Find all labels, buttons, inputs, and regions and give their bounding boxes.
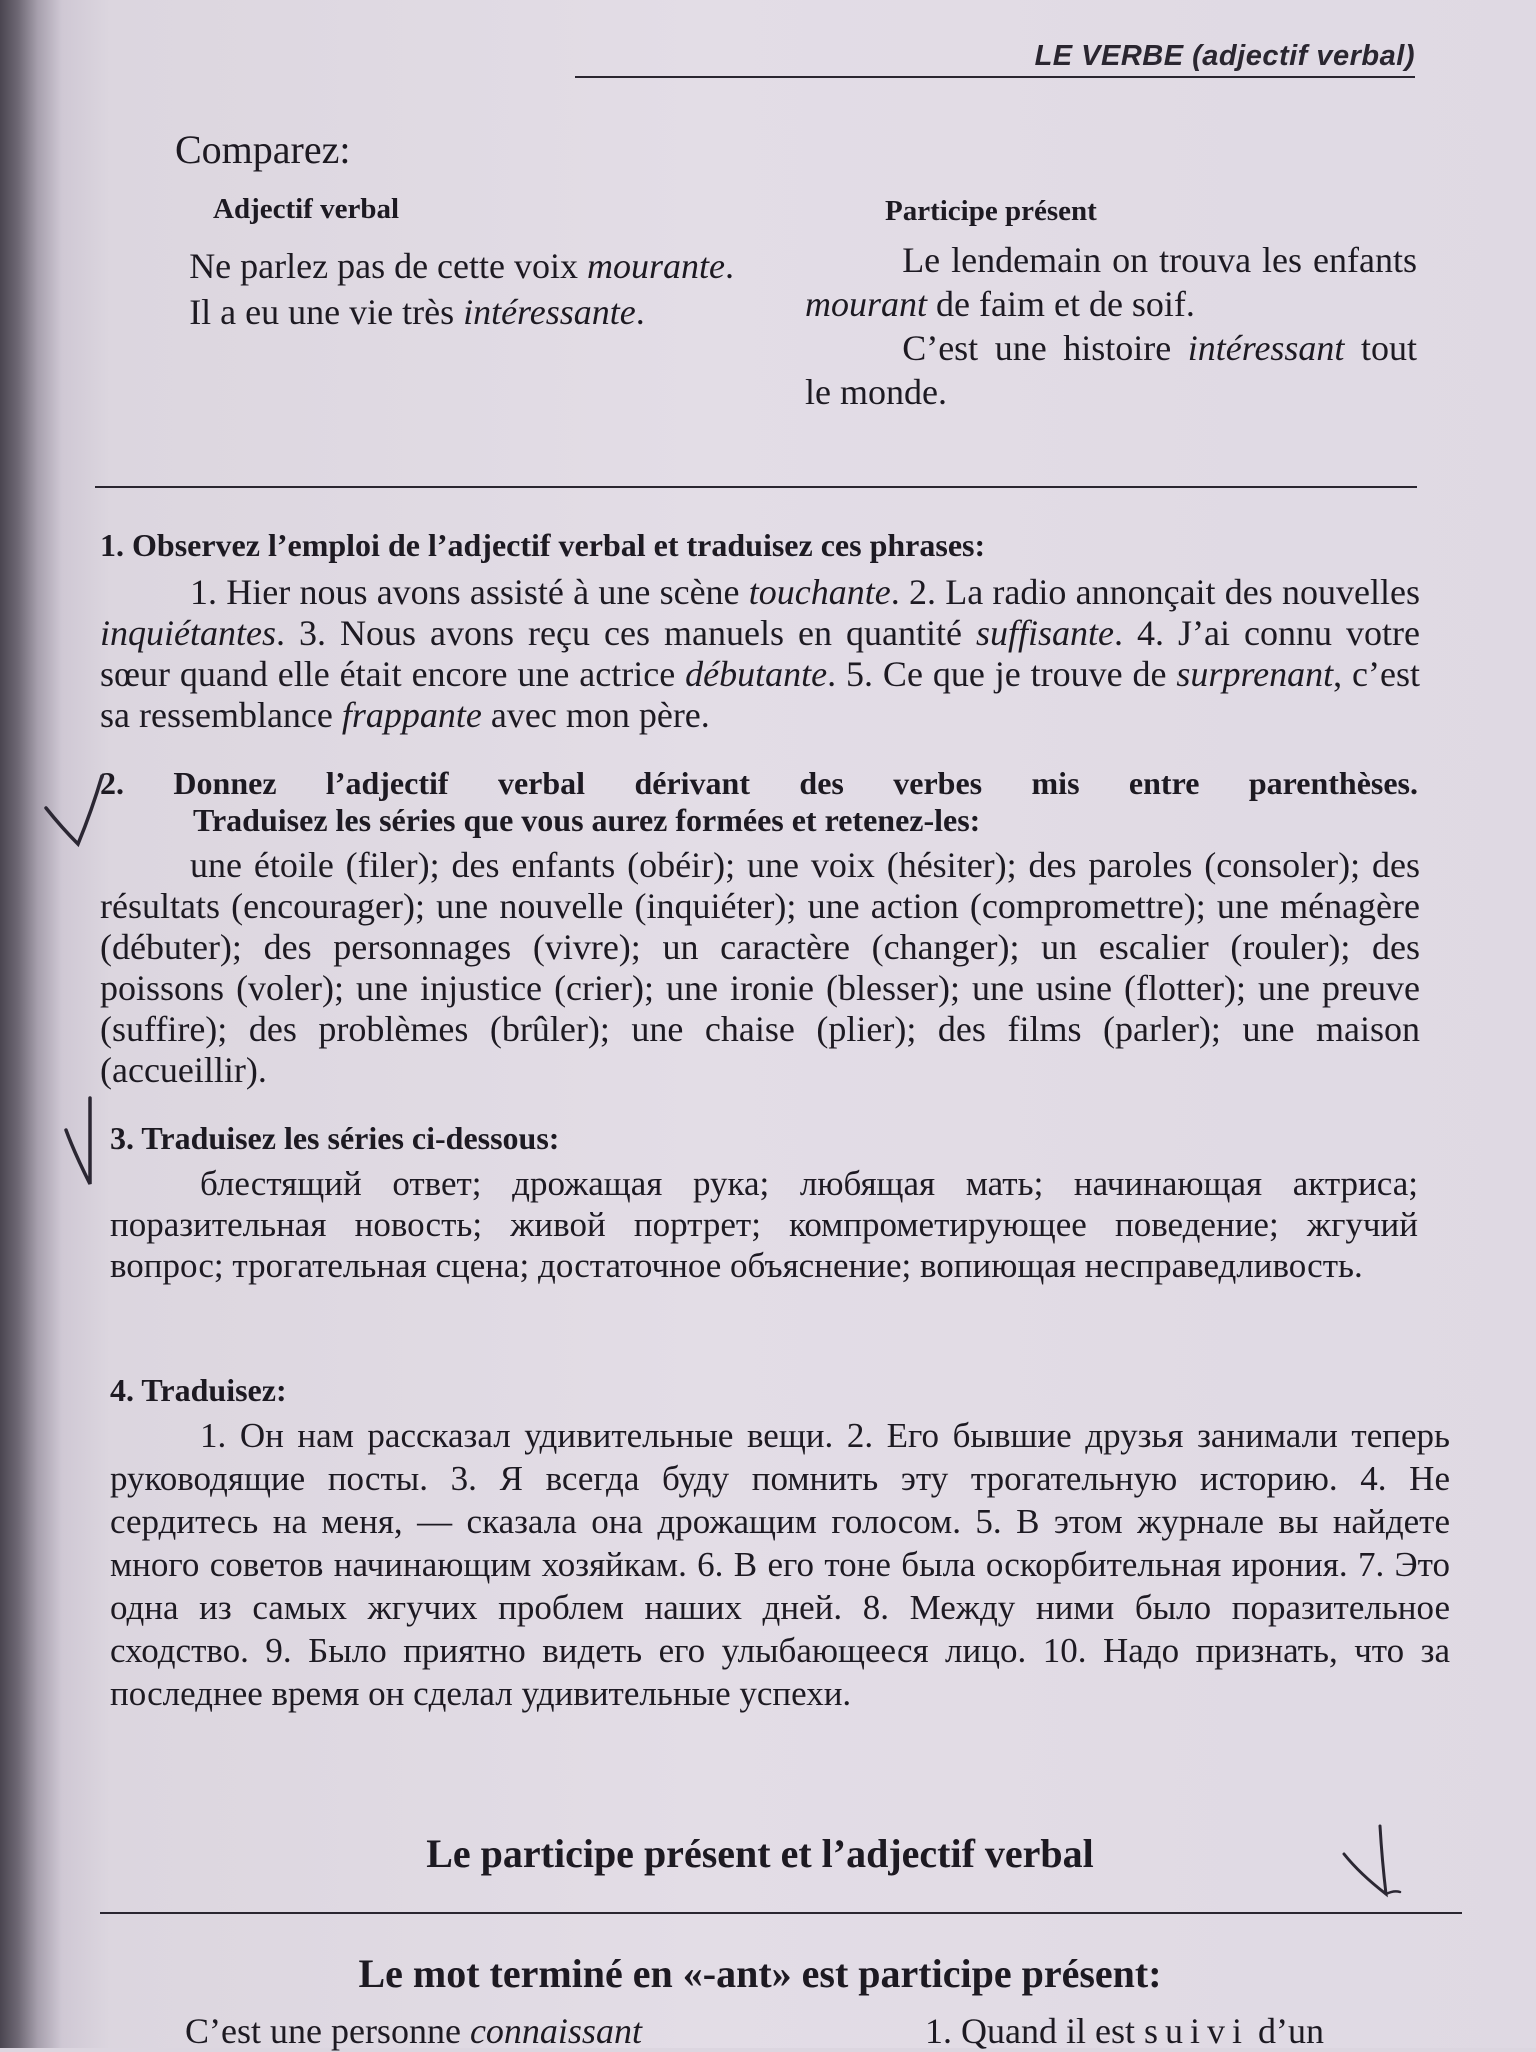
cut-off-left-line: C’est une personne connaissant: [185, 2011, 642, 2051]
exercise-1-text: 1. Hier nous avons assisté à une scène touchante. 2. La radio annonçait des nouvelles inquiétantes. 3. Nous avons reçu ces manuels en quantité suffisante. 4. J’ai connu votre sœur quand elle était encore une actrice débutante. 5. Ce que je trouve de surprenant, c’est sa ressemblance frappante avec mon père.: [100, 572, 1420, 735]
section-subtitle: Le mot terminé en «-ant» est participe présent:: [358, 1951, 1162, 1996]
section-rule: [95, 486, 1417, 488]
exercise-3-text: блестящий ответ; дрожащая рука; любящая мать; начинающая актриса; поразительная новость; живой портрет; компрометирующее поведение; жгучий вопрос; трогательная сцена; достаточное объяснение; вопиющая несправедливость.: [110, 1164, 1418, 1285]
example-line: Il a eu une vie très intéressante.: [189, 292, 645, 332]
comparez-title: Comparez:: [175, 127, 351, 172]
section-title: Le participe présent et l’adjectif verbal: [426, 1831, 1094, 1876]
exercise-4-title: 4. Traduisez:: [110, 1372, 287, 1408]
participe-present-heading: Participe présent: [885, 195, 1097, 227]
adjectif-verbal-heading: Adjectif verbal: [213, 193, 400, 225]
exercise-2-title: 2. Donnez l’adjectif verbal dérivant des verbes mis entre parenthèses.: [100, 765, 1418, 801]
adjectif-verbal-examples: [92, 244, 744, 334]
exercise-2-title-cont: Traduisez les séries que vous aurez formées et retenez-les:: [193, 802, 981, 838]
section-title-rule: [100, 1912, 1462, 1914]
exercise-3-title: 3. Traduisez les séries ci-dessous:: [110, 1120, 560, 1156]
exercise-1-title: 1. Observez l’emploi de l’adjectif verbal et traduisez ces phrases:: [100, 527, 986, 563]
check-mark-icon: [60, 1090, 120, 1190]
example-line: Ne parlez pas de cette voix mourante.: [189, 246, 734, 286]
example-line: Le lendemain on trouva les enfants mourant de faim et de soif.: [805, 240, 1417, 324]
participe-present-examples: [805, 238, 1417, 414]
header-rule: [575, 76, 1415, 78]
exercise-2-text: une étoile (filer); des enfants (obéir); une voix (hésiter); des paroles (consoler); des résultats (encourager); une nouvelle (inquiéter); une action (compromettre); une ménagère (débuter); des personnages (vivre); un caractère (changer); un escalier (rouler); des poissons (voler); une injustice (crier); une ironie (blesser); une usine (flotter); une preuve (suffire); des problèmes (brûler); une chaise (plier); des films (parler); une maison (accueillir).: [100, 845, 1420, 1090]
check-mark-icon: [40, 770, 110, 850]
running-header: LE VERBE (adjectif verbal): [1034, 40, 1415, 72]
exercise-4-text: 1. Он нам рассказал удивительные вещи. 2. Его бывшие друзья занимали теперь руководящие посты. 3. Я всегда буду помнить эту трогательную историю. 4. Не сердитесь на меня, — сказала она дрожащим голосом. 5. В этом журнале вы найдете много советов начинающим хозяйкам. 6. В его тоне была оскорбительная ирония. 7. Это одна из самых жгучих проблем наших дней. 8. Между ними было поразительное сходство. 9. Было приятно видеть его улыбающееся лицо. 10. Надо признать, что за последнее время он сделал удивительные успехи.: [110, 1416, 1450, 1713]
example-line: C’est une histoire intéressant tout le monde.: [805, 328, 1417, 412]
cut-off-right-line: 1. Quand il est suivi d’un: [925, 2011, 1324, 2051]
check-mark-icon: [1340, 1820, 1420, 1900]
